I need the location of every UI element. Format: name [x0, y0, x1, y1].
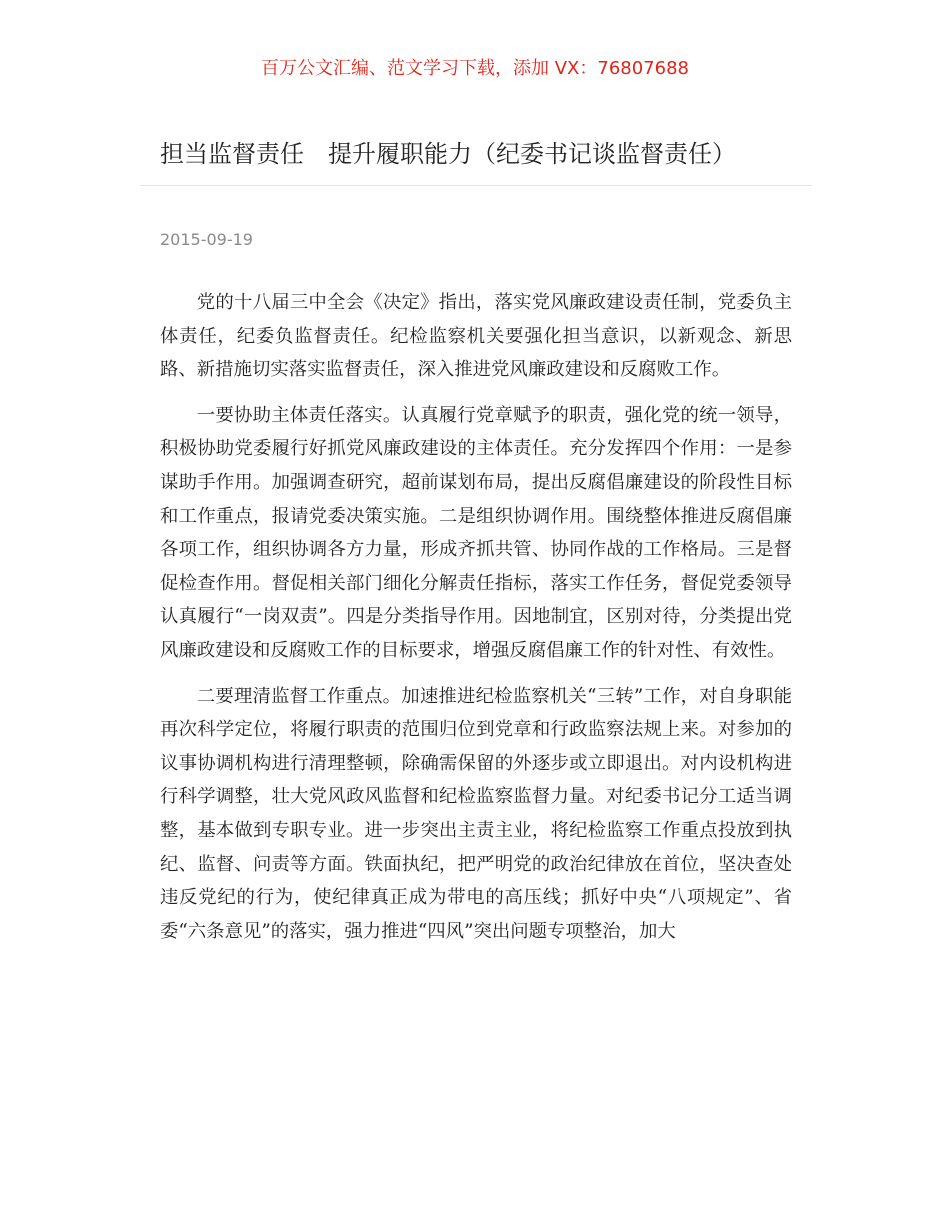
article-date: 2015-09-19: [160, 230, 253, 249]
title-divider: [140, 185, 812, 186]
promo-banner: 百万公文汇编、范文学习下载，添加 VX：76807688: [261, 58, 689, 79]
paragraph: 党的十八届三中全会《决定》指出，落实党风廉政建设责任制，党委负主体责任，纪委负监督责任。纪检监察机关要强化担当意识，以新观念、新思路、新措施切实落实监督责任，深入推进党风廉政建设和反腐败工作。: [160, 292, 792, 381]
paragraph: 二要理清监督工作重点。加速推进纪检监察机关“三转”工作，对自身职能再次科学定位，将履行职责的范围归位到党章和行政监察法规上来。对参加的议事协调机构进行清理整顿，除确需保留的外逐步或立即退出。对内设机构进行科学调整，壮大党风政风监督和纪检监察监督力量。对纪委书记分工适当调整，基本做到专职专业。进一步突出主责主业，将纪检监察工作重点投放到执纪、监督、问责等方面。铁面执纪，把严明党的政治纪律放在首位，坚决查处违反党纪的行为，使纪律真正成为带电的高压线；抓好中央“八项规定”、省委“六条意见”的落实，强力推进“四风”突出问题专项整治，加大: [160, 685, 792, 942]
article-body: [160, 286, 792, 960]
article-title: 担当监督责任 提升履职能力（纪委书记谈监督责任）: [160, 140, 736, 168]
paragraph: 一要协助主体责任落实。认真履行党章赋予的职责，强化党的统一领导，积极协助党委履行好抓党风廉政建设的主体责任。充分发挥四个作用：一是参谋助手作用。加强调查研究，超前谋划布局，提出反腐倡廉建设的阶段性目标和工作重点，报请党委决策实施。二是组织协调作用。围绕整体推进反腐倡廉各项工作，组织协调各方力量，形成齐抓共管、协同作战的工作格局。三是督促检查作用。督促相关部门细化分解责任指标，落实工作任务，督促党委领导认真履行“一岗双责”。四是分类指导作用。因地制宜，区别对待，分类提出党风廉政建设和反腐败工作的目标要求，增强反腐倡廉工作的针对性、有效性。: [160, 404, 792, 661]
